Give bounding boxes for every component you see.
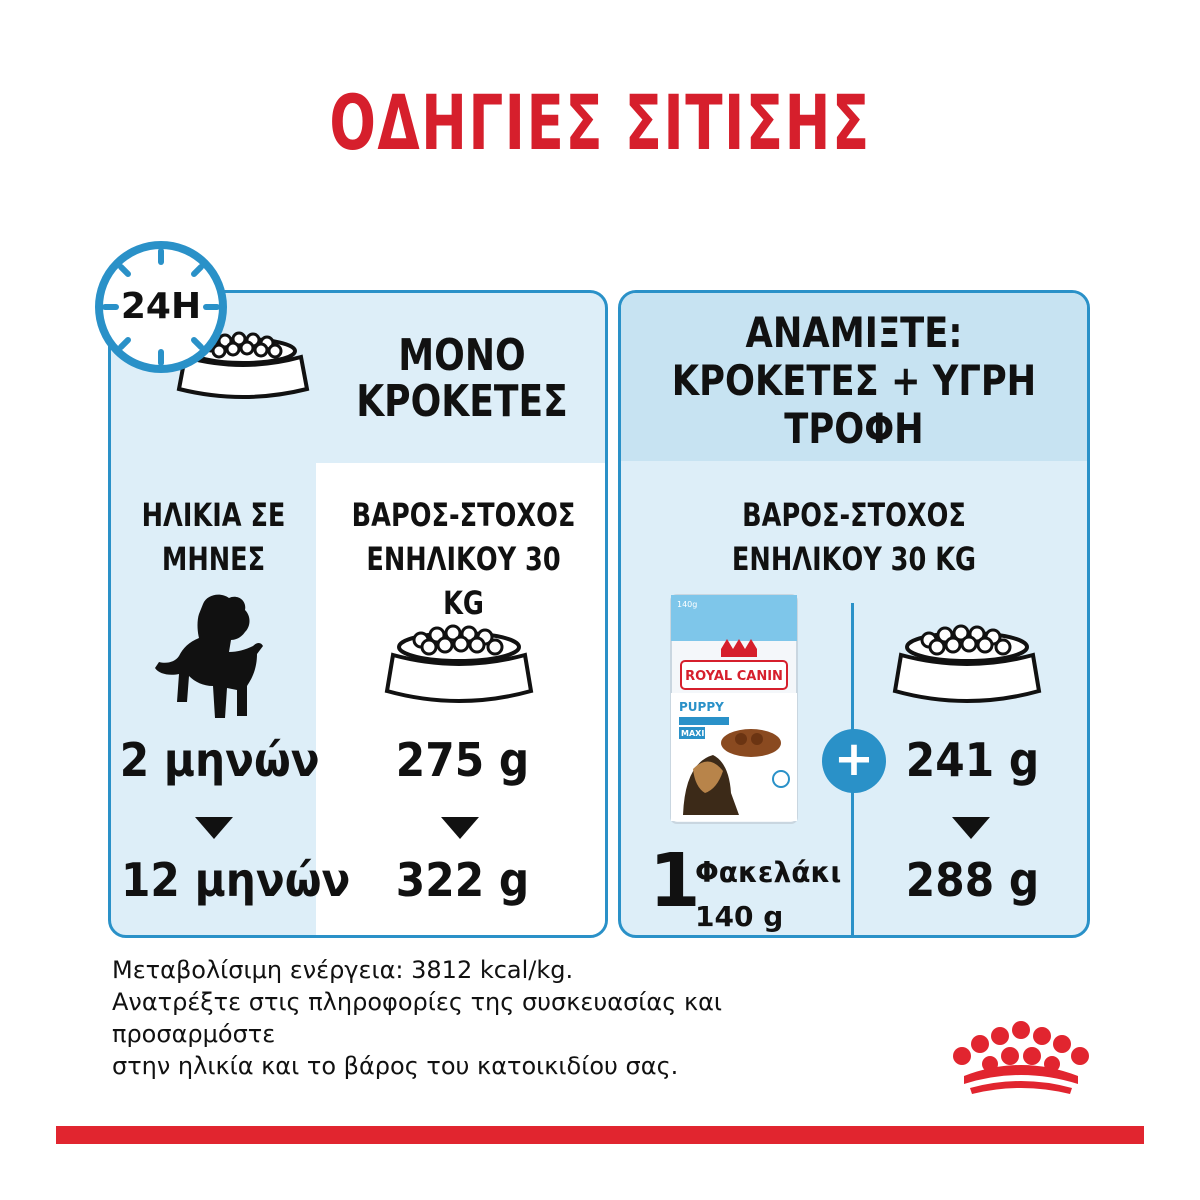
label-line: ΕΝΗΛΙΚΟΥ 30 KG <box>366 540 561 622</box>
heading-line: ΚΡΟΚΕΤΕΣ <box>356 376 568 427</box>
arrow-down-icon <box>195 817 233 839</box>
pouch-description <box>695 851 841 938</box>
footer-red-bar <box>56 1126 1144 1144</box>
dry-only-heading <box>316 330 608 427</box>
heading-line: ΑΝΑΜΙΞΤΕ: <box>745 308 963 357</box>
age-column-label <box>111 493 316 581</box>
weight-column-label <box>621 493 1087 581</box>
label-line: ΕΝΗΛΙΚΟΥ 30 KG <box>731 540 977 578</box>
plus-icon: + <box>822 729 886 793</box>
note-line: Ανατρέξτε στις πληροφορίες της συσκευασίας και <box>112 988 723 1016</box>
feeding-notes <box>112 954 872 1082</box>
note-line: στην ηλικία και το βάρος του κατοικιδίου σας. <box>112 1052 679 1080</box>
mixed-feeding-panel <box>618 290 1090 938</box>
svg-text:MAXI: MAXI <box>681 729 705 738</box>
dry-amount-from: 275 g <box>395 733 529 787</box>
pouch-weight: 140 g <box>695 900 784 933</box>
dry-amount-to: 288 g <box>905 853 1039 907</box>
clock-label: 24H <box>120 286 202 327</box>
heading-line: ΜΟΝΟ <box>398 330 526 381</box>
svg-text:140g: 140g <box>677 600 698 609</box>
mixed-heading <box>621 309 1087 453</box>
dry-amount-to: 322 g <box>395 853 529 907</box>
wet-food-pouch-image <box>669 593 799 825</box>
arrow-down-icon <box>441 817 479 839</box>
clock-24h-icon <box>92 238 230 376</box>
kibble-bowl-icon <box>887 623 1047 707</box>
weight-column-label <box>316 493 608 625</box>
arrow-down-icon <box>952 817 990 839</box>
dry-only-panel <box>108 290 608 938</box>
age-to: 12 μηνών <box>120 853 351 907</box>
label-line: ΗΛΙΚΙΑ ΣΕ <box>141 496 286 534</box>
dry-amount-from: 241 g <box>905 733 1039 787</box>
age-from: 2 μηνών <box>119 733 320 787</box>
label-line: ΜΗΝΕΣ <box>161 540 266 578</box>
pouch-unit: Φακελάκι <box>695 856 842 889</box>
label-line: ΒΑΡΟΣ-ΣΤΟΧΟΣ <box>742 496 966 534</box>
page-title: ΟΔΗΓΙΕΣ ΣΙΤΙΣΗΣ <box>329 78 871 167</box>
kibble-bowl-icon <box>379 623 539 707</box>
svg-text:PUPPY: PUPPY <box>679 700 724 714</box>
royal-canin-crown-logo <box>950 1020 1092 1100</box>
note-line: προσαρμόστε <box>112 1020 276 1048</box>
label-line: ΒΑΡΟΣ-ΣΤΟΧΟΣ <box>351 496 576 534</box>
svg-text:ROYAL CANIN: ROYAL CANIN <box>685 669 783 684</box>
puppy-silhouette-icon <box>147 590 277 725</box>
heading-line: ΚΡΟΚΕΤΕΣ + ΥΓΡΗ <box>671 356 1037 405</box>
heading-line: ΤΡΟΦΗ <box>784 404 924 453</box>
note-line: Μεταβολίσιμη ενέργεια: 3812 kcal/kg. <box>112 956 574 984</box>
pouch-count: 1 <box>649 838 701 924</box>
